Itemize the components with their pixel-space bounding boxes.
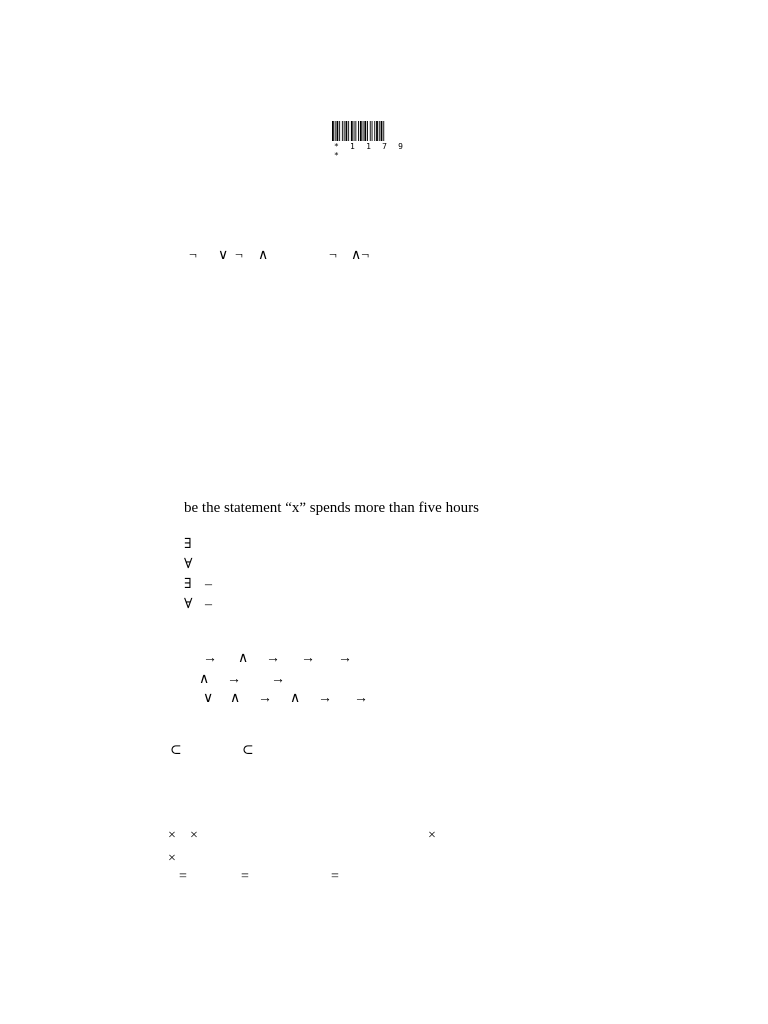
barcode-caption: * 1 1 7 9 * xyxy=(334,142,407,160)
implies-symbol: → xyxy=(318,691,332,706)
exists-quantifier: ∃ xyxy=(184,537,192,552)
barcode-bar xyxy=(383,121,384,141)
barcode-bar xyxy=(354,121,355,141)
negation-dash: – xyxy=(205,597,212,612)
or-symbol: ∨ xyxy=(203,691,214,706)
barcode-bar xyxy=(381,121,383,141)
barcode-bar xyxy=(376,121,378,141)
and-not-symbol: ∧¬ xyxy=(351,248,370,263)
times-symbol: × xyxy=(190,828,198,843)
times-symbol: × xyxy=(168,828,176,843)
times-symbol: × xyxy=(428,828,436,843)
or-symbol: ∨ xyxy=(218,248,229,263)
implies-symbol: → xyxy=(301,651,315,666)
implies-symbol: → xyxy=(227,672,241,687)
barcode-bar xyxy=(367,121,368,141)
equals-symbol: = xyxy=(241,869,249,884)
forall-quantifier: ∀ xyxy=(184,557,193,572)
barcode-bar xyxy=(344,121,345,141)
negation-symbol: ¬ xyxy=(329,248,337,263)
barcode-bar xyxy=(370,121,371,141)
barcode-bar xyxy=(358,121,359,141)
implies-symbol: → xyxy=(354,691,368,706)
and-symbol: ∧ xyxy=(230,691,241,706)
and-symbol: ∧ xyxy=(258,248,269,263)
barcode-bar xyxy=(363,121,364,141)
implies-symbol: → xyxy=(271,672,285,687)
implies-symbol: → xyxy=(266,651,280,666)
exists-quantifier: ∃ xyxy=(184,577,192,592)
barcode-bar xyxy=(374,121,375,141)
and-symbol: ∧ xyxy=(290,691,301,706)
negation-dash: – xyxy=(205,577,212,592)
barcode-bar xyxy=(346,121,348,141)
subset-symbol: ⊂ xyxy=(242,743,254,758)
barcode-bar xyxy=(337,121,339,141)
and-symbol: ∧ xyxy=(238,651,249,666)
barcode xyxy=(332,121,412,141)
implies-symbol: → xyxy=(203,651,217,666)
barcode-bar xyxy=(339,121,340,141)
barcode-bar xyxy=(360,121,362,141)
barcode-bar xyxy=(364,121,366,141)
barcode-bar xyxy=(335,121,336,141)
equals-symbol: = xyxy=(179,869,187,884)
barcode-bar xyxy=(355,121,356,141)
equals-symbol: = xyxy=(331,869,339,884)
barcode-bar xyxy=(379,121,380,141)
statement-text: be the statement “x” spends more than five hours xyxy=(184,500,479,516)
implies-symbol: → xyxy=(258,691,272,706)
and-symbol: ∧ xyxy=(199,672,210,687)
subset-symbol: ⊂ xyxy=(170,743,182,758)
negation-symbol: ¬ xyxy=(235,248,243,263)
barcode-bar xyxy=(351,121,353,141)
barcode-bar xyxy=(372,121,373,141)
times-symbol: × xyxy=(168,851,176,866)
implies-symbol: → xyxy=(338,651,352,666)
barcode-bar xyxy=(332,121,334,141)
forall-quantifier: ∀ xyxy=(184,597,193,612)
negation-symbol: ¬ xyxy=(189,248,197,263)
barcode-bar xyxy=(348,121,349,141)
barcode-bar xyxy=(342,121,343,141)
